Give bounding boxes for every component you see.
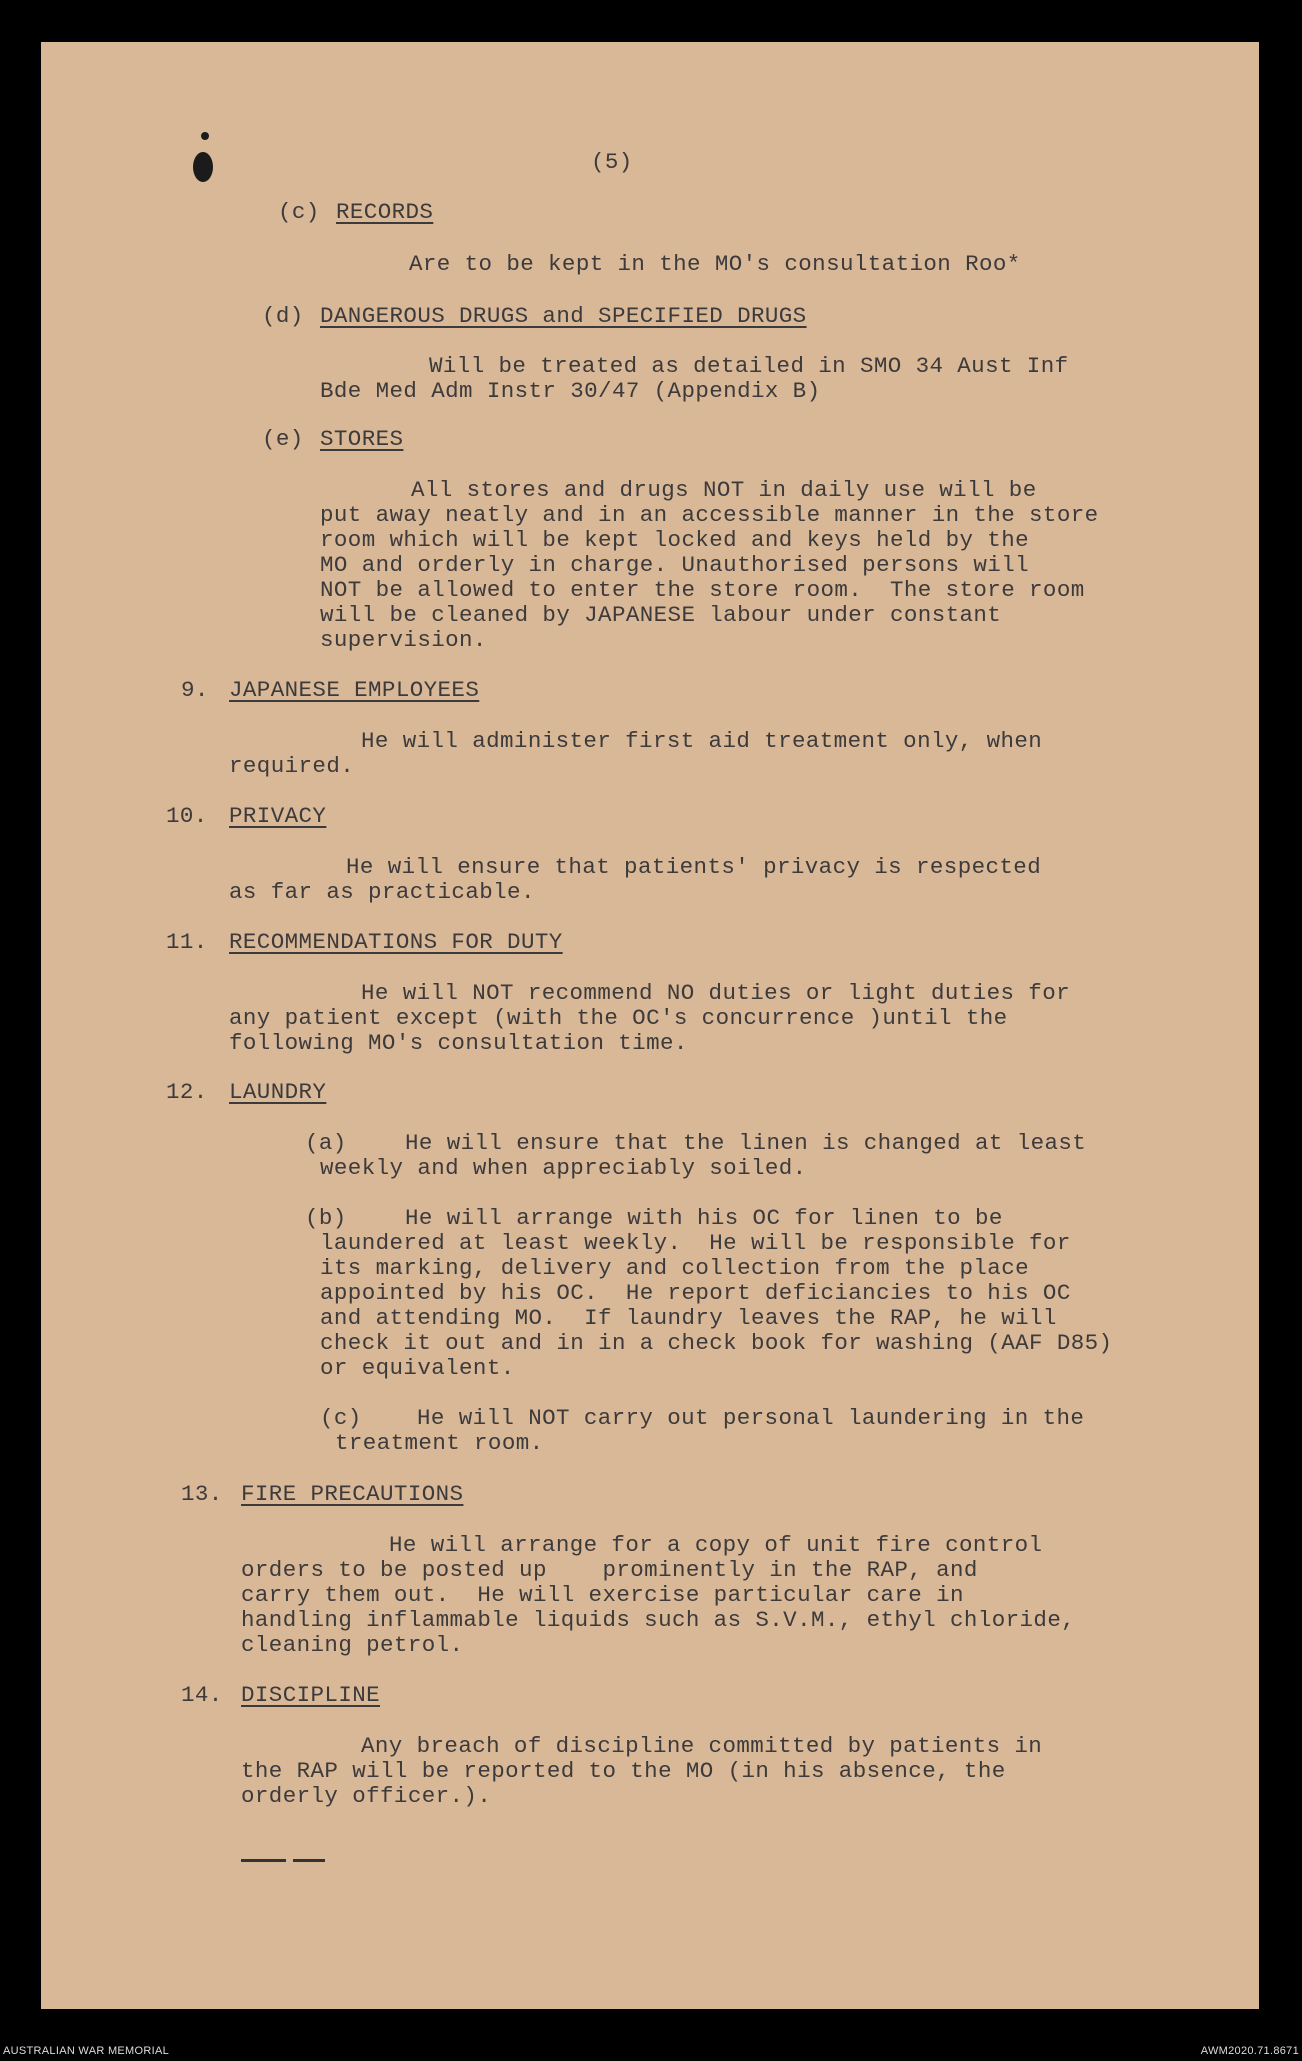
section-e-line: will be cleaned by JAPANESE labour under constant [320,602,1002,628]
section-11-line: He will NOT recommend NO duties or light duties for [361,980,1071,1006]
section-12-label: 12. [166,1079,208,1105]
section-11-label: 11. [166,929,208,955]
section-14-heading: DISCIPLINE [241,1682,381,1708]
section-14-label: 14. [181,1682,223,1708]
section-13-line: handling inflammable liquids such as S.V.M., ethyl chloride, [241,1607,1076,1633]
section-c-heading: RECORDS [336,199,434,225]
section-9-line: He will administer first aid treatment only, when [361,728,1043,754]
section-14-line: Any breach of discipline committed by patients in [361,1733,1043,1759]
section-12b-line: or equivalent. [320,1355,515,1381]
section-12a-label: (a) [305,1130,347,1156]
section-d-label: (d) [262,303,304,329]
section-e-line: MO and orderly in charge. Unauthorised persons will [320,552,1030,578]
footer-left: AUSTRALIAN WAR MEMORIAL [3,2045,170,2057]
section-11-line: following MO's consultation time. [229,1030,688,1056]
section-12c-line: treatment room. [335,1430,544,1456]
section-13-line: carry them out. He will exercise particular care in [241,1582,964,1608]
section-12c-line: He will NOT carry out personal laundering in the [417,1405,1085,1431]
section-12b-line: and attending MO. If laundry leaves the RAP, he will [320,1305,1057,1331]
section-10-label: 10. [166,803,208,829]
section-11-line: any patient except (with the OC's concurrence )until the [229,1005,1008,1031]
end-rule-right [293,1859,325,1862]
section-d-body-1: Will be treated as detailed in SMO 34 Aust Inf [429,353,1069,379]
section-12-heading: LAUNDRY [229,1079,327,1105]
section-9-line: required. [229,753,355,779]
section-e-line: supervision. [320,627,487,653]
section-12a-line: weekly and when appreciably soiled. [320,1155,807,1181]
section-e-line: NOT be allowed to enter the store room. The store room [320,577,1085,603]
ink-speck [201,132,209,140]
end-rule-left [241,1859,286,1862]
page-number: (5) [591,149,633,175]
section-d-heading: DANGEROUS DRUGS and SPECIFIED DRUGS [320,303,807,329]
section-12b-line: He will arrange with his OC for linen to be [405,1205,1003,1231]
section-c-body: Are to be kept in the MO's consultation Roo* [409,251,1021,277]
section-12b-line: its marking, delivery and collection from the place [320,1255,1030,1281]
section-12b-label: (b) [305,1205,347,1231]
section-13-line: cleaning petrol. [241,1632,464,1658]
section-13-line: He will arrange for a copy of unit fire control [389,1532,1043,1558]
section-10-line: as far as practicable. [229,879,535,905]
ink-blot [193,152,213,182]
section-e-heading: STORES [320,426,404,452]
section-e-line: room which will be kept locked and keys held by the [320,527,1030,553]
footer-right: AWM2020.71.8671 [1200,2045,1299,2057]
section-d-body-2: Bde Med Adm Instr 30/47 (Appendix B) [320,378,821,404]
section-12c-label: (c) [320,1405,362,1431]
section-e-label: (e) [262,426,304,452]
section-13-heading: FIRE PRECAUTIONS [241,1481,464,1507]
section-13-line: orders to be posted up prominently in the RAP, and [241,1557,978,1583]
section-12b-line: check it out and in in a check book for washing (AAF D85) [320,1330,1113,1356]
section-9-label: 9. [181,677,209,703]
section-10-heading: PRIVACY [229,803,327,829]
section-12a-line: He will ensure that the linen is changed at least [405,1130,1087,1156]
section-12b-line: laundered at least weekly. He will be responsible for [320,1230,1071,1256]
section-14-line: orderly officer.). [241,1783,492,1809]
section-13-label: 13. [181,1481,223,1507]
section-10-line: He will ensure that patients' privacy is respected [346,854,1042,880]
section-11-heading: RECOMMENDATIONS FOR DUTY [229,929,563,955]
section-14-line: the RAP will be reported to the MO (in his absence, the [241,1758,1006,1784]
section-9-heading: JAPANESE EMPLOYEES [229,677,480,703]
section-e-line: All stores and drugs NOT in daily use will be [411,477,1037,503]
section-12b-line: appointed by his OC. He report deficiancies to his OC [320,1280,1071,1306]
section-c-label: (c) [278,199,320,225]
document-page [41,42,1259,2009]
section-e-line: put away neatly and in an accessible manner in the store [320,502,1099,528]
